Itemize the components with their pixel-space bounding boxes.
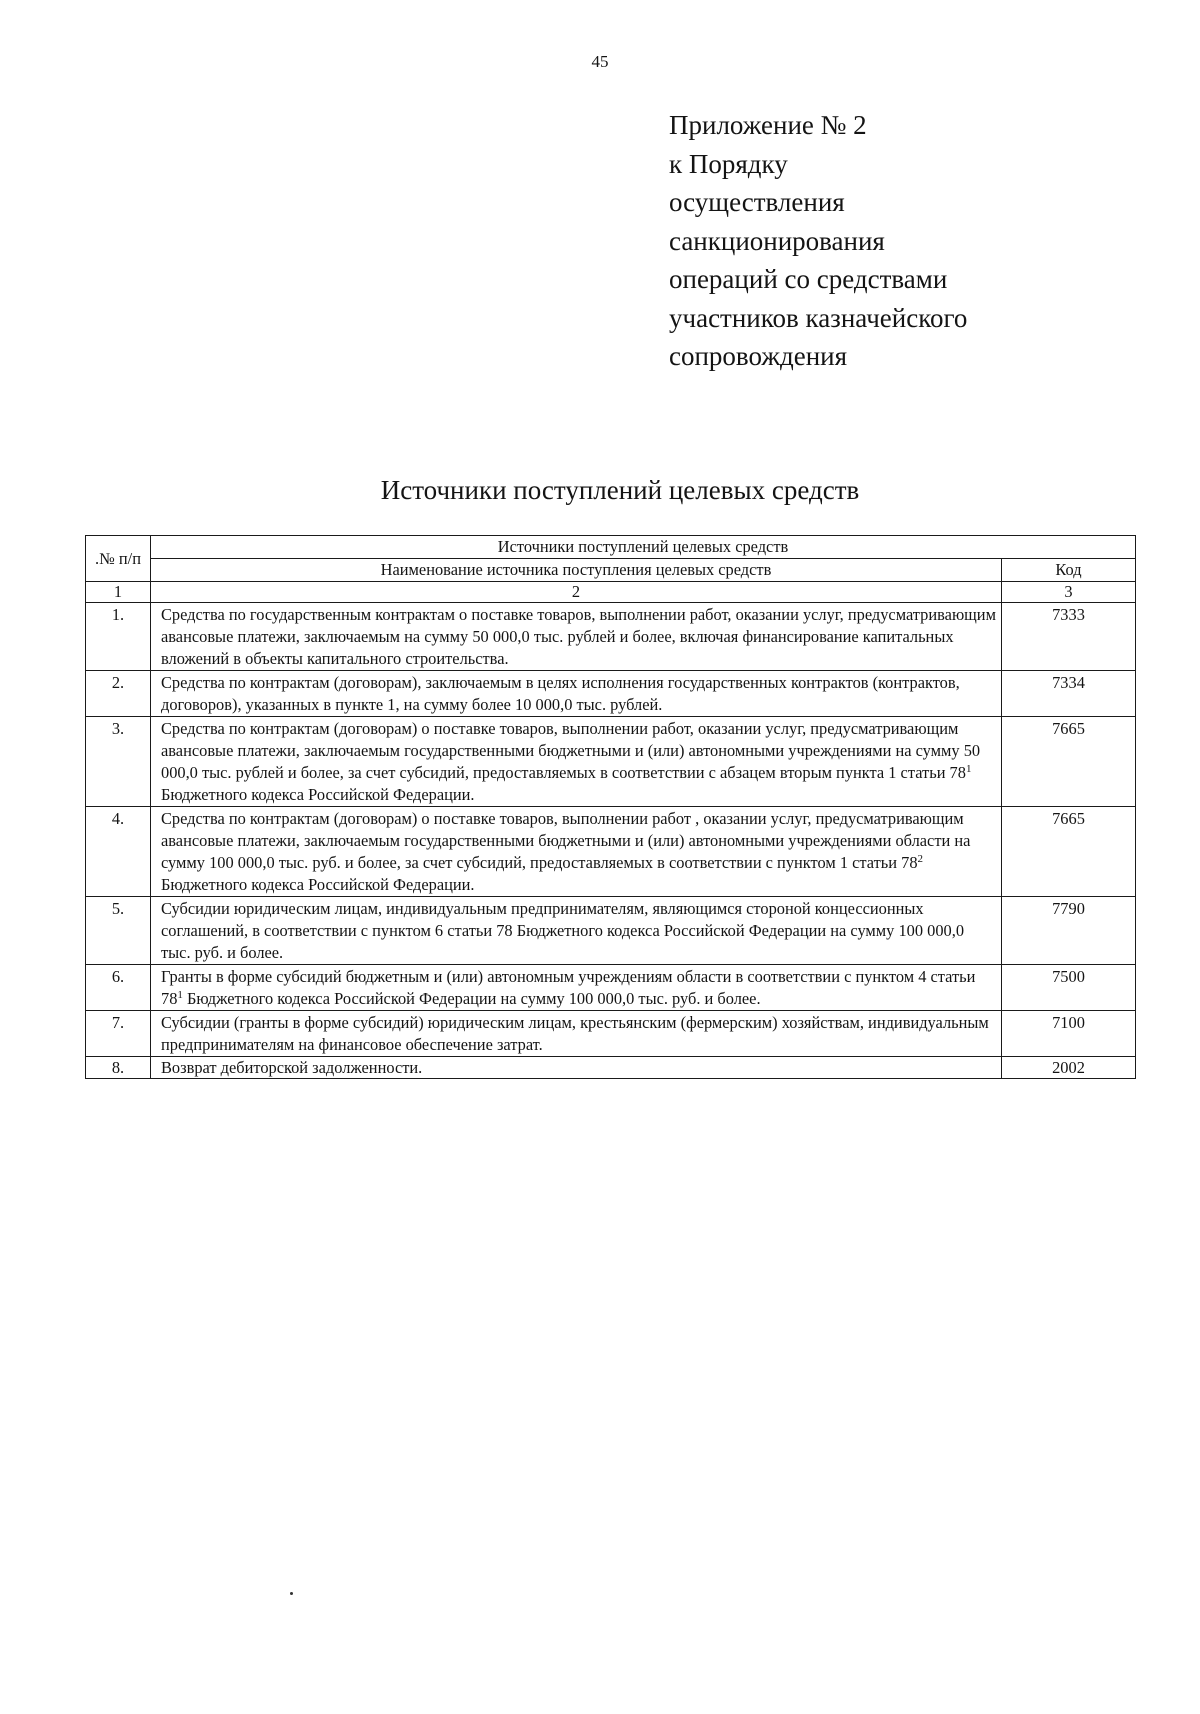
table-header-row [86,559,1136,582]
table-row [86,671,1136,717]
table-row [86,897,1136,965]
row-number: 4. [86,807,151,897]
superscript: 1 [177,989,183,1001]
row-number: 8. [86,1057,151,1079]
superscript: 1 [965,763,972,775]
appendix-heading [669,106,1089,376]
column-index: 3 [1002,582,1136,603]
row-text-part: Средства по контрактам (договорам) о поставке товаров, выполнении работ , оказании услуг, предусматривающим авансовые платежи, заключаемым государственными бюджетными и (или) автономными учреждениями области на сумму 100 000,0 тыс. руб. и более, за счет субсидий, предоставляемых в соответствии с пунктом 1 статьи 78 [161,809,971,872]
appendix-line: участников казначейского [669,302,968,333]
appendix-line: к Порядку [669,148,788,179]
table-row [86,807,1136,897]
table-row [86,717,1136,807]
row-text-part: Гранты в форме субсидий бюджетным и (или) автономным учреждениям области в соответствии с пунктом 4 статьи 78 [161,967,976,1008]
table-row [86,965,1136,1011]
table-row [86,603,1136,671]
row-source-name: Возврат дебиторской задолженности. [151,1057,1002,1079]
header-group: Источники поступлений целевых средств [151,536,1136,559]
row-source-name: Средства по контрактам (договорам), заключаемым в целях исполнения государственных контрактов (контрактов, договоров), указанных в пункте 1, на сумму более 10 000,0 тыс. рублей. [151,671,1002,717]
row-number: 1. [86,603,151,671]
row-code: 7333 [1002,603,1136,671]
row-source-name: Субсидии юридическим лицам, индивидуальным предпринимателям, являющимся стороной концессионных соглашений, в соответствии с пунктом 6 статьи 78 Бюджетного кодекса Российской Федерации на сумму 100 000,0 тыс. руб. и более. [151,897,1002,965]
header-code: Код [1002,559,1136,582]
appendix-line: осуществления [669,187,845,217]
superscript: 2 [917,853,924,865]
row-source-name: Средства по государственным контрактам о поставке товаров, выполнении работ, оказании услуг, предусматривающим авансовые платежи, заключаемым на сумму 50 000,0 тыс. рублей и более, включая финансирование капитальных вложений в объекты капитального строительства. [151,603,1002,671]
row-number: 2. [86,671,151,717]
header-name: Наименование источника поступления целевых средств [151,559,1002,582]
page-number: 45 [591,52,609,71]
row-code: 7665 [1002,807,1136,897]
sources-table [85,535,1136,1079]
row-text-part: Бюджетного кодекса Российской Федерации. [161,785,475,804]
row-code: 7334 [1002,671,1136,717]
row-text-part: Средства по контрактам (договорам) о поставке товаров, выполнении работ, оказании услуг, предусматривающим авансовые платежи, заключаемым государственными бюджетными и (или) автономными учреждениями на сумму 50 000,0 тыс. рублей и более, за счет субсидий, предоставляемых в соответствии с абзацем вторым пункта 1 статьи 78 [161,719,981,782]
document-title: Источники поступлений целевых средств [380,475,860,505]
appendix-line: сопровождения [669,341,848,371]
column-index-row [86,582,1136,603]
row-code: 7665 [1002,717,1136,807]
appendix-line: операций со средствами [669,264,948,294]
table-row [86,1011,1136,1057]
scan-speck [290,1592,293,1595]
column-index: 2 [151,582,1002,603]
row-code: 7790 [1002,897,1136,965]
row-code: 2002 [1002,1057,1136,1079]
header-number: .№ п/п [86,536,151,582]
row-number: 7. [86,1011,151,1057]
row-code: 7500 [1002,965,1136,1011]
table-header-row [86,536,1136,559]
appendix-line: санкционирования [669,225,885,256]
row-code: 7100 [1002,1011,1136,1057]
row-text-part: Бюджетного кодекса Российской Федерации. [161,875,475,894]
column-index: 1 [86,582,151,603]
row-number: 6. [86,965,151,1011]
table-row [86,1057,1136,1079]
row-source-name [151,717,1002,807]
appendix-line: Приложение № 2 [669,110,867,140]
row-source-name: Субсидии (гранты в форме субсидий) юридическим лицам, крестьянским (фермерским) хозяйствам, индивидуальным предпринимателям на финансовое обеспечение затрат. [151,1011,1002,1057]
row-number: 3. [86,717,151,807]
row-number: 5. [86,897,151,965]
row-text-part: Бюджетного кодекса Российской Федерации на сумму 100 000,0 тыс. руб. и более. [182,989,761,1008]
row-source-name [151,807,1002,897]
row-source-name [151,965,1002,1011]
